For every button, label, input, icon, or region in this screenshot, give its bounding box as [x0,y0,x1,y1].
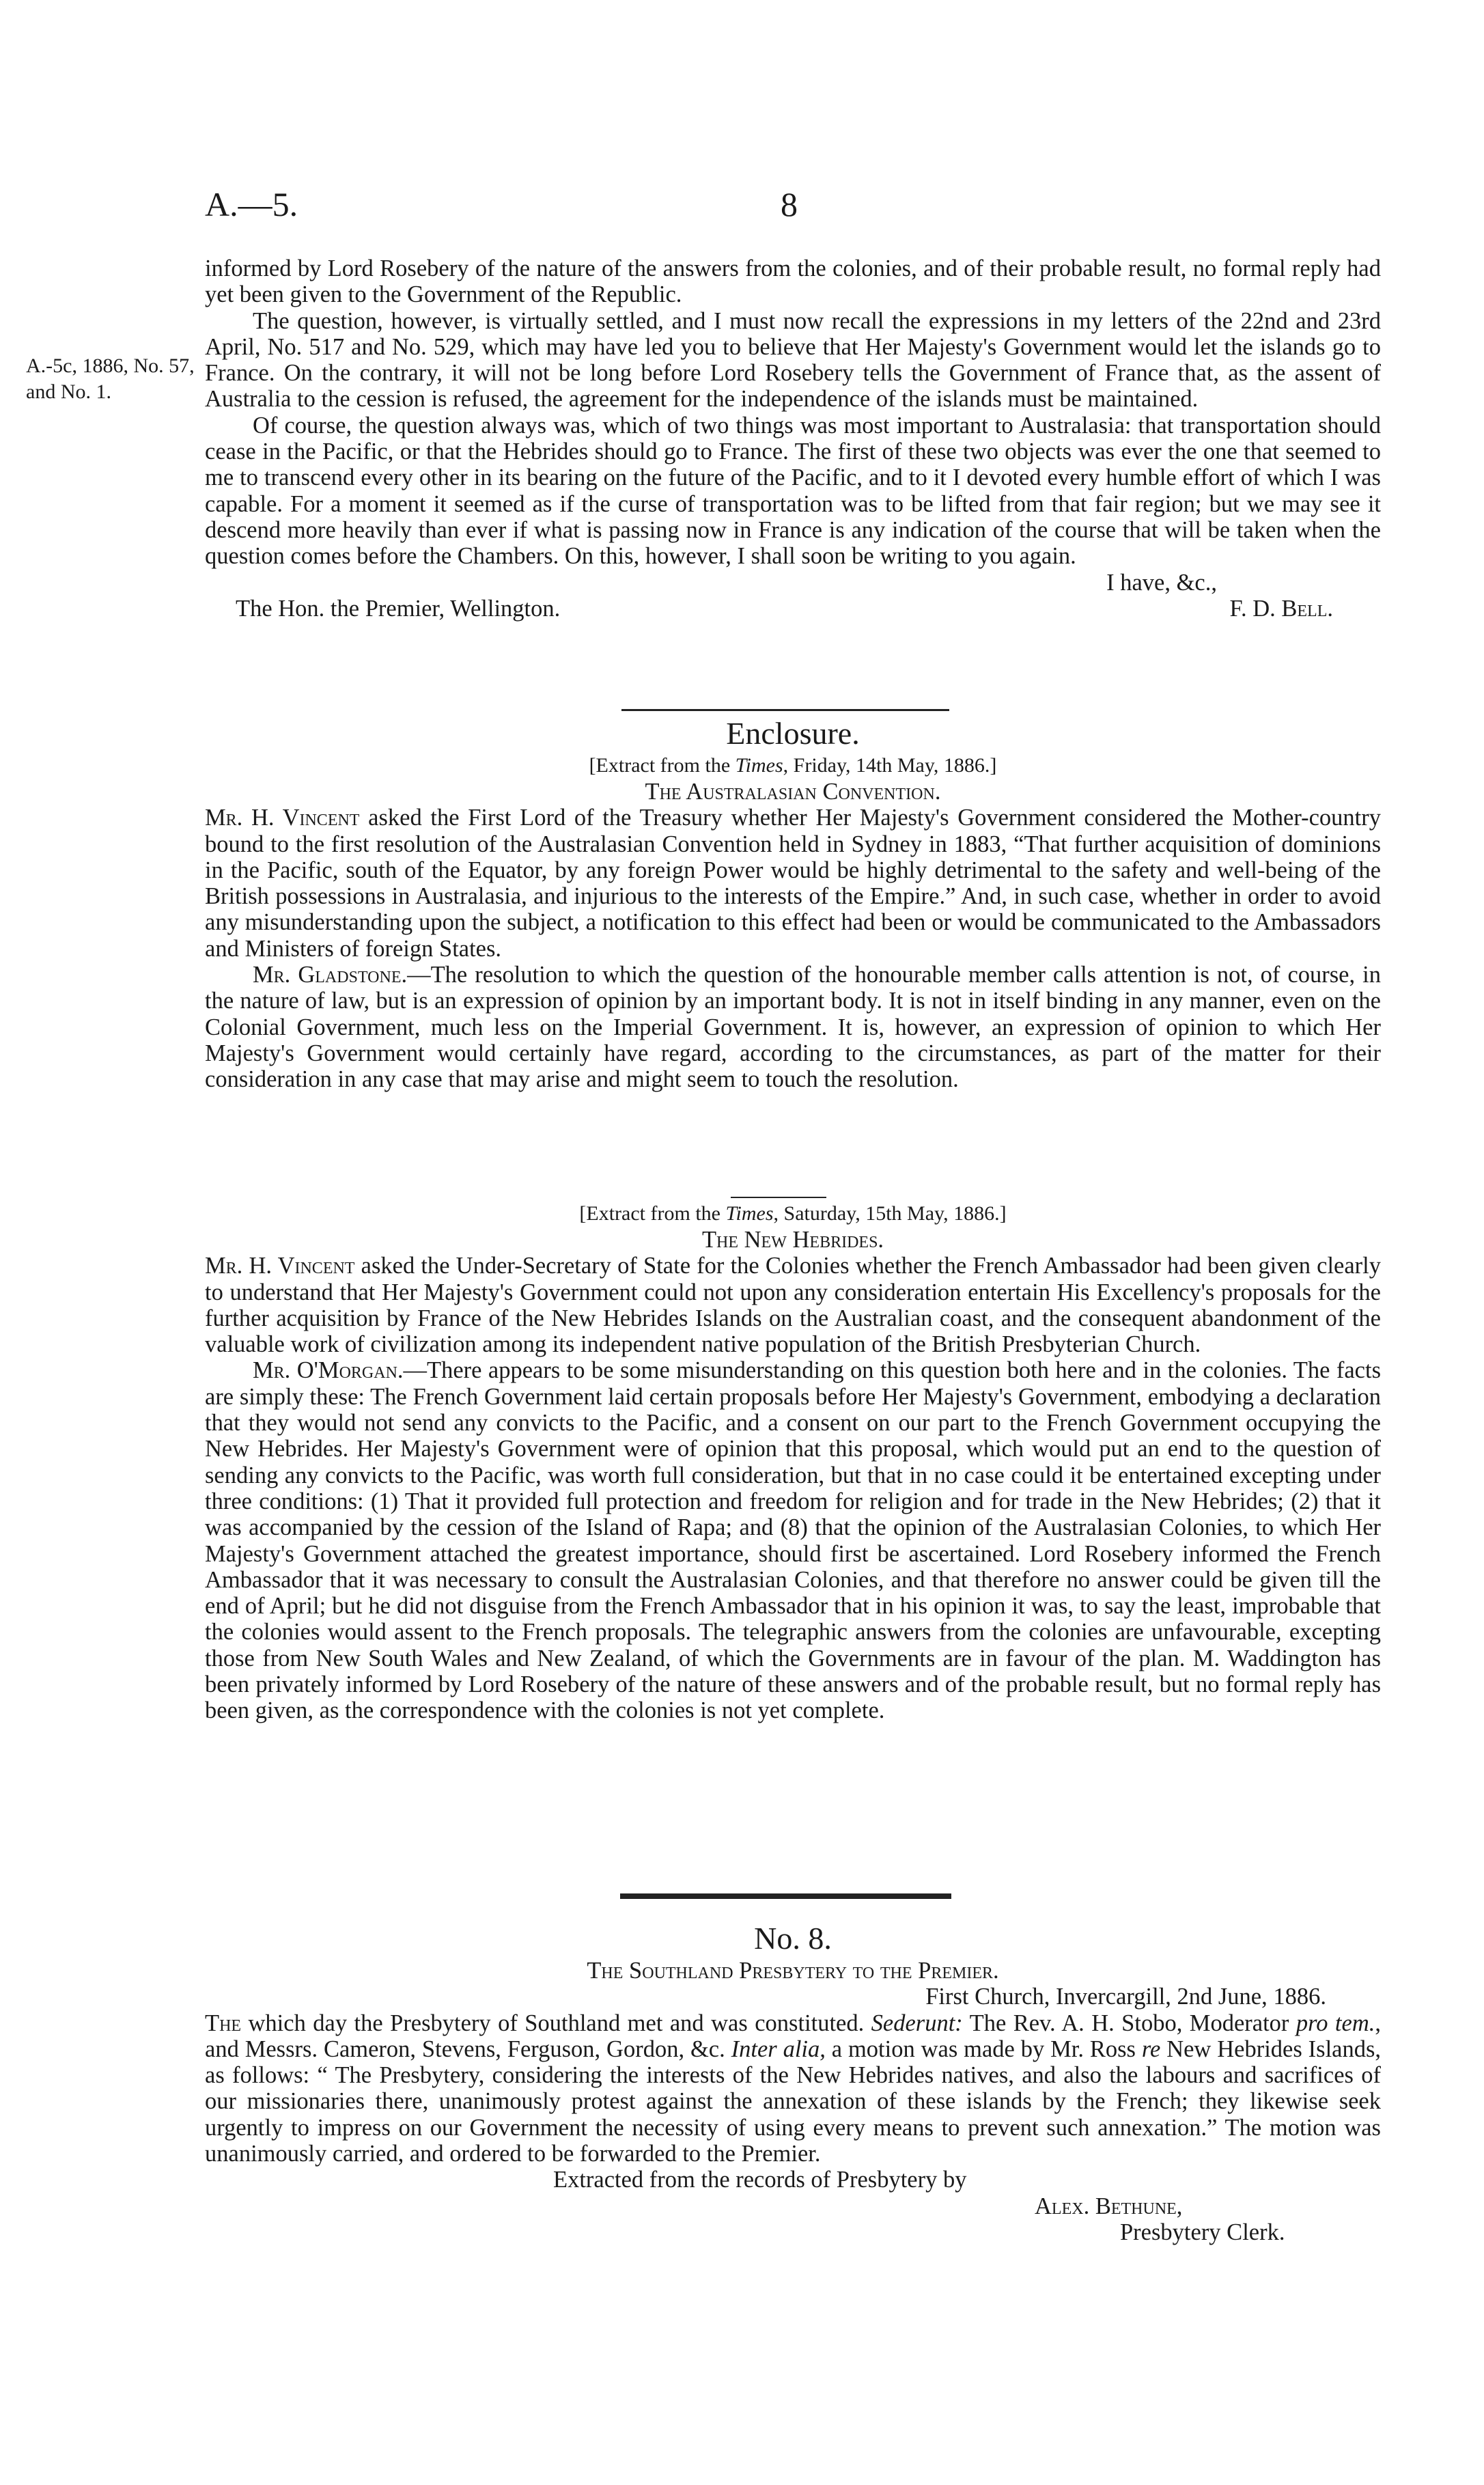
document-subtitle: The Southland Presbytery to the Premier. [587,1958,999,1984]
divider [731,1197,826,1198]
signer-name: Alex. Bethune, [1035,2193,1183,2219]
signature: F. D. Bell. [1229,595,1333,622]
signer-title: Presbytery Clerk. [1120,2219,1285,2245]
question-paragraph: Mr. H. Vincent asked the First Lord of the Treasury whether Her Majesty's Government considered the Mother-country bound to the first resolution of the Australasian Convention held in Sydney in 1883, “That further acquisition of dominions in the Pacific, south of the Equator, by any foreign Power would be highly detrimental to the safety and well-being of the British possessions in Australasia, and injurious to the interests of the Empire.” And, in such case, whether in order to avoid any misunderstanding upon the subject, a notification to this effect had been or would be communicated to the Ambassadors and Ministers of foreign States. [205,805,1382,962]
section-heading: The Australasian Convention. [645,779,941,805]
question-paragraph: Mr. H. Vincent asked the Under-Secretary of State for the Colonies whether the French Ambassador had been given clearly to understand that Her Majesty's Government could not upon any consideration entertain His Excellency's proposals for the further acquisition by France of the New Hebrides Islands on the Australian coast, and the consequent abandonment of the valuable work of civilization among its independent native population of the British Presbyterian Church. [205,1253,1381,1358]
extract-note: [Extract from the Times, Friday, 14th May, 1886.] [589,754,997,777]
dateline: First Church, Invercargill, 2nd June, 1886. [925,1984,1326,2010]
answer-paragraph: Mr. O'Morgan.—There appears to be some misunderstanding on this question both here and in the colonies. The facts are simply these: The French Government laid certain proposals before Her Majesty's Government, embodying a declaration that they would not send any convicts to the Pacific, and a consent on our part to the French Government occupying the New Hebrides. Her Majesty's Government were of opinion that this proposal, which would put an end to the question of sending any convicts to the Pacific, was worth full consideration, but that in no case could it be entertained excepting under three conditions: (1) That it provided full protection and freedom for religion and for trade in the New Hebrides; (2) that it was accompanied by the cession of the Island of Rapa; and (8) that the opinion of the Australasian Colonies, to which Her Majesty's Government attached the greatest importance, should first be ascertained. Lord Rosebery informed the French Ambassador that it was necessary to consult the Australasian Colonies, and that therefore no answer could be given till the end of April; but he did not disguise from the French Ambassador that in his opinion it was, to say the least, improbable that the colonies would assent to the French proposals. The telegraphic answers from the colonies are unfavourable, excepting those from New South Wales and New Zealand, of which the Governments are in favour of the plan. M. Waddington has been privately informed by Lord Rosebery of the nature of these answers and of the probable result, but no formal reply has been given, as the correspondence with the colonies is not yet complete. [205,1357,1382,1724]
extract-note: [Extract from the Times, Saturday, 15th May, 1886.] [579,1202,1007,1225]
answer-paragraph: Mr. Gladstone.—The resolution to which the question of the honourable member calls attention is not, of course, in the nature of law, but is an expression of opinion by an important body. It is not in itself binding in any manner, even on the Colonial Government, much less on the Imperial Government. It is, however, an expression of opinion to which Her Majesty's Government would certainly have regard, according to the circumstances, as part of the matter for their consideration in any case that may arise and might seem to touch the resolution. [205,962,1381,1093]
addressee: The Hon. the Premier, Wellington. [236,595,561,622]
letter-paragraph: Of course, the question always was, which of two things was most important to Australasia: that transportation should cease in the Pacific, or that the Hebrides should go to France. The first of these two objects was ever the one that seemed to me to transcend every other in its bearing on the future of the Pacific, and to it I devoted every humble effort of which I was capable. For a moment it seemed as if the curse of transportation was to be lifted from that fair region; but we may see it descend more heavily than ever if what is passing now in France is any indication of the course that will be taken when the question comes before the Chambers. On this, however, I shall soon be writing to you again. [205,412,1381,570]
letter-closing: I have, &c., [1106,569,1217,596]
divider [621,709,949,711]
page-number: 8 [781,185,798,223]
enclosure-second [205,1201,1381,1724]
margin-note: A.-5c, 1886, No. 57, and No. 1. [26,355,195,403]
section-heading: The New Hebrides. [701,1227,884,1253]
divider-heavy [620,1893,951,1899]
letter-paragraph: The question, however, is virtually settled, and I must now recall the expressions in my letters of the 22nd and 23rd April, No. 517 and No. 529, which may have led you to believe that Her Majesty's Government would let the islands go to France. On the contrary, it will not be long before Lord Rosebery tells the Government of France that, as the assent of Australia to the cession is refused, the agreement for the independence of the islands must be maintained. [205,307,1381,413]
page-reference: A.—5. [205,185,298,223]
document-number: No. 8. [754,1921,832,1956]
enclosure-title: Enclosure. [726,716,860,751]
enclosure [205,714,1381,1093]
no8-section [205,1919,1381,2245]
minute-paragraph: The which day the Presbytery of Southland met and was constituted. Sederunt: The Rev. A. H. Stobo, Moderator pro tem., and Messrs. Cameron, Stevens, Ferguson, Gordon, &c. Inter alia, a motion was made by Mr. Ross re New Hebrides Islands, as follows: “ The Presbytery, considering the interests of the New Hebrides natives, and also the labours and sacrifices of our missionaries there, unanimously protest against the annexation of these islands by the French; they likewise seek urgently to impress on our Government the necessity of using every means to prevent such annexation.” The motion was unanimously carried, and ordered to be forwarded to the Premier. [205,2010,1382,2167]
extracted-line: Extracted from the records of Presbytery by [553,2167,967,2193]
letter-paragraph: informed by Lord Rosebery of the nature of the answers from the colonies, and of their probable result, no formal reply had yet been given to the Government of the Republic. [205,255,1381,308]
addressee-line [205,596,1381,622]
letter-body [205,255,1381,622]
